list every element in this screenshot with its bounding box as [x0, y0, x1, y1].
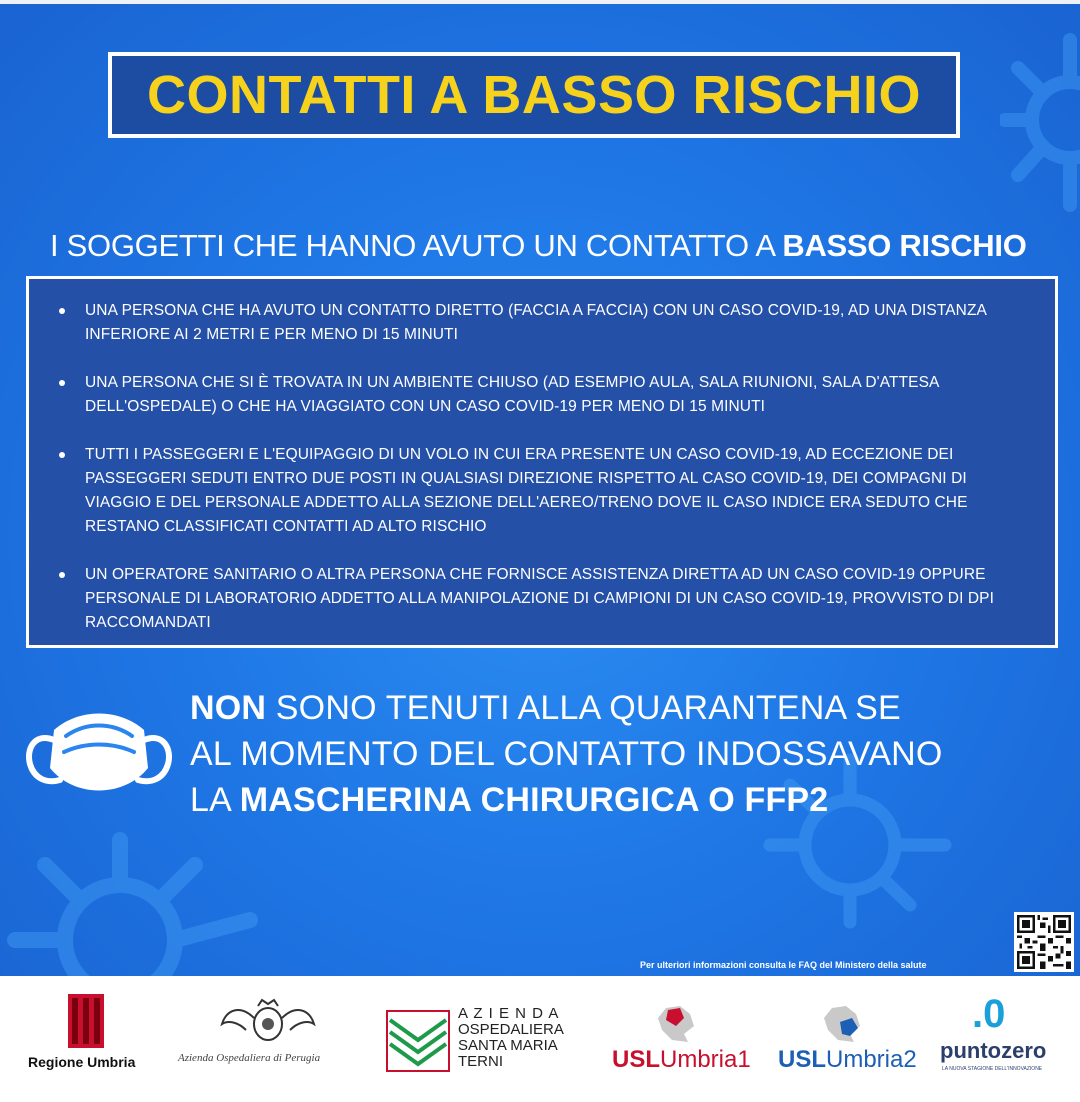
list-item: [57, 563, 1037, 635]
list-item: [57, 371, 1037, 419]
logo-strip: [0, 976, 1080, 1102]
faq-footnote: Per ulteriori informazioni consulta le FAQ del Ministero della salute: [640, 960, 927, 970]
notice-emphasis: MASCHERINA CHIRURGICA O FFP2: [239, 781, 829, 819]
virus-icon: [0, 820, 300, 976]
terni-line-4: TERNI: [458, 1053, 503, 1070]
puntozero-mark: .0: [972, 992, 1006, 1036]
criteria-text: UN OPERATORE SANITARIO O ALTRA PERSONA CHE FORNISCE ASSISTENZA DIRETTA AD UN CASO COVID-19 OPPURE PERSONALE DI LABORATORIO ADDETTO ALLA MANIPOLAZIONE DI CAMPIONI DI UN CASO COVID-19, PROVVISTO DI DPI RACCOMANDATI: [85, 566, 995, 631]
notice-text: SONO TENUTI ALLA QUARANTENA SE: [266, 689, 901, 727]
criteria-text: TUTTI I PASSEGGERI E L'EQUIPAGGIO DI UN VOLO IN CUI ERA PRESENTE UN CASO COVID-19, AD ECCEZIONE DEI PASSEGGERI SEDUTI ENTRO DUE POSTI IN QUALSIASI DIREZIONE RISPETTO AL CASO COVID-19, DEI COMPAGNI DI VIAGGIO E DEL PERSONALE ADDETTO ALLA SEZIONE DELL'AEREO/TRENO DOVE IL CASO INDICE ERA SEDUTO CHE RESTANO CLASSIFICATI CONTATTI AD ALTO RISCHIO: [85, 446, 968, 535]
notice-line-1: [190, 685, 1050, 731]
top-strip: [0, 0, 1080, 4]
list-item: [57, 299, 1037, 347]
usl1-label: [612, 1046, 751, 1074]
terni-line-1: A Z I E N D A: [458, 1005, 560, 1022]
bullet-icon: [59, 380, 65, 386]
subtitle: [50, 228, 1060, 264]
umbria-map-icon: [820, 1004, 866, 1044]
bullet-icon: [59, 308, 65, 314]
umbria-crest-icon: [68, 994, 104, 1048]
usl1-name: Umbria1: [660, 1046, 751, 1073]
subtitle-emphasis: BASSO RISCHIO: [782, 228, 1027, 263]
terni-chevron-icon: [386, 1010, 450, 1072]
notice-line-3: [190, 777, 1050, 823]
terni-line-3: SANTA MARIA: [458, 1037, 558, 1054]
notice-emphasis: NON: [190, 689, 267, 727]
title-banner: [108, 52, 960, 138]
qr-code-icon[interactable]: [1014, 912, 1074, 972]
bullet-icon: [59, 572, 65, 578]
terni-text: [458, 1006, 564, 1070]
logo-puntozero: [938, 994, 1068, 1080]
notice-line-2: AL MOMENTO DEL CONTATTO INDOSSAVANO: [190, 735, 943, 773]
terni-line-2: OSPEDALIERA: [458, 1021, 564, 1038]
logo-regione-umbria: [22, 994, 162, 1074]
face-mask-icon: [24, 702, 174, 802]
ao-perugia-label: Azienda Ospedaliera di Perugia: [178, 1052, 321, 1064]
quarantine-notice: [190, 685, 1050, 823]
criteria-text: UNA PERSONA CHE HA AVUTO UN CONTATTO DIRETTO (FACCIA A FACCIA) CON UN CASO COVID-19, AD UNA DISTANZA INFERIORE AI 2 METRI E PER MENO DI 15 MINUTI: [85, 302, 987, 343]
logo-usl-umbria-1: [612, 1004, 752, 1076]
usl1-usl: USL: [612, 1046, 660, 1073]
criteria-text: UNA PERSONA CHE SI È TROVATA IN UN AMBIENTE CHIUSO (AD ESEMPIO AULA, SALA RIUNIONI, SALA D'ATTESA DELL'OSPEDALE) O CHE HA VIAGGIATO CON UN CASO COVID-19 PER MENO DI 15 MINUTI: [85, 374, 939, 415]
criteria-box: [26, 276, 1058, 648]
list-item: [57, 443, 1037, 539]
page-title: CONTATTI A BASSO RISCHIO: [147, 65, 921, 125]
logo-ao-terni: [386, 1006, 586, 1076]
umbria-map-icon: [654, 1004, 700, 1044]
notice-text: LA: [190, 781, 240, 819]
perugia-griffin-crest-icon: [218, 998, 318, 1046]
logo-usl-umbria-2: [778, 1004, 918, 1076]
logo-ao-perugia: [178, 998, 358, 1078]
puntozero-tagline: LA NUOVA STAGIONE DELL'INNOVAZIONE: [942, 1066, 1043, 1072]
usl2-label: [778, 1046, 917, 1074]
puntozero-name: puntozero: [940, 1038, 1047, 1063]
usl2-name: Umbria2: [826, 1046, 917, 1073]
virus-icon: [1000, 20, 1080, 220]
subtitle-prefix: I SOGGETTI CHE HANNO AVUTO UN CONTATTO A: [50, 228, 783, 263]
regione-umbria-label: Regione Umbria: [28, 1054, 136, 1070]
bullet-icon: [59, 452, 65, 458]
usl2-usl: USL: [778, 1046, 826, 1073]
